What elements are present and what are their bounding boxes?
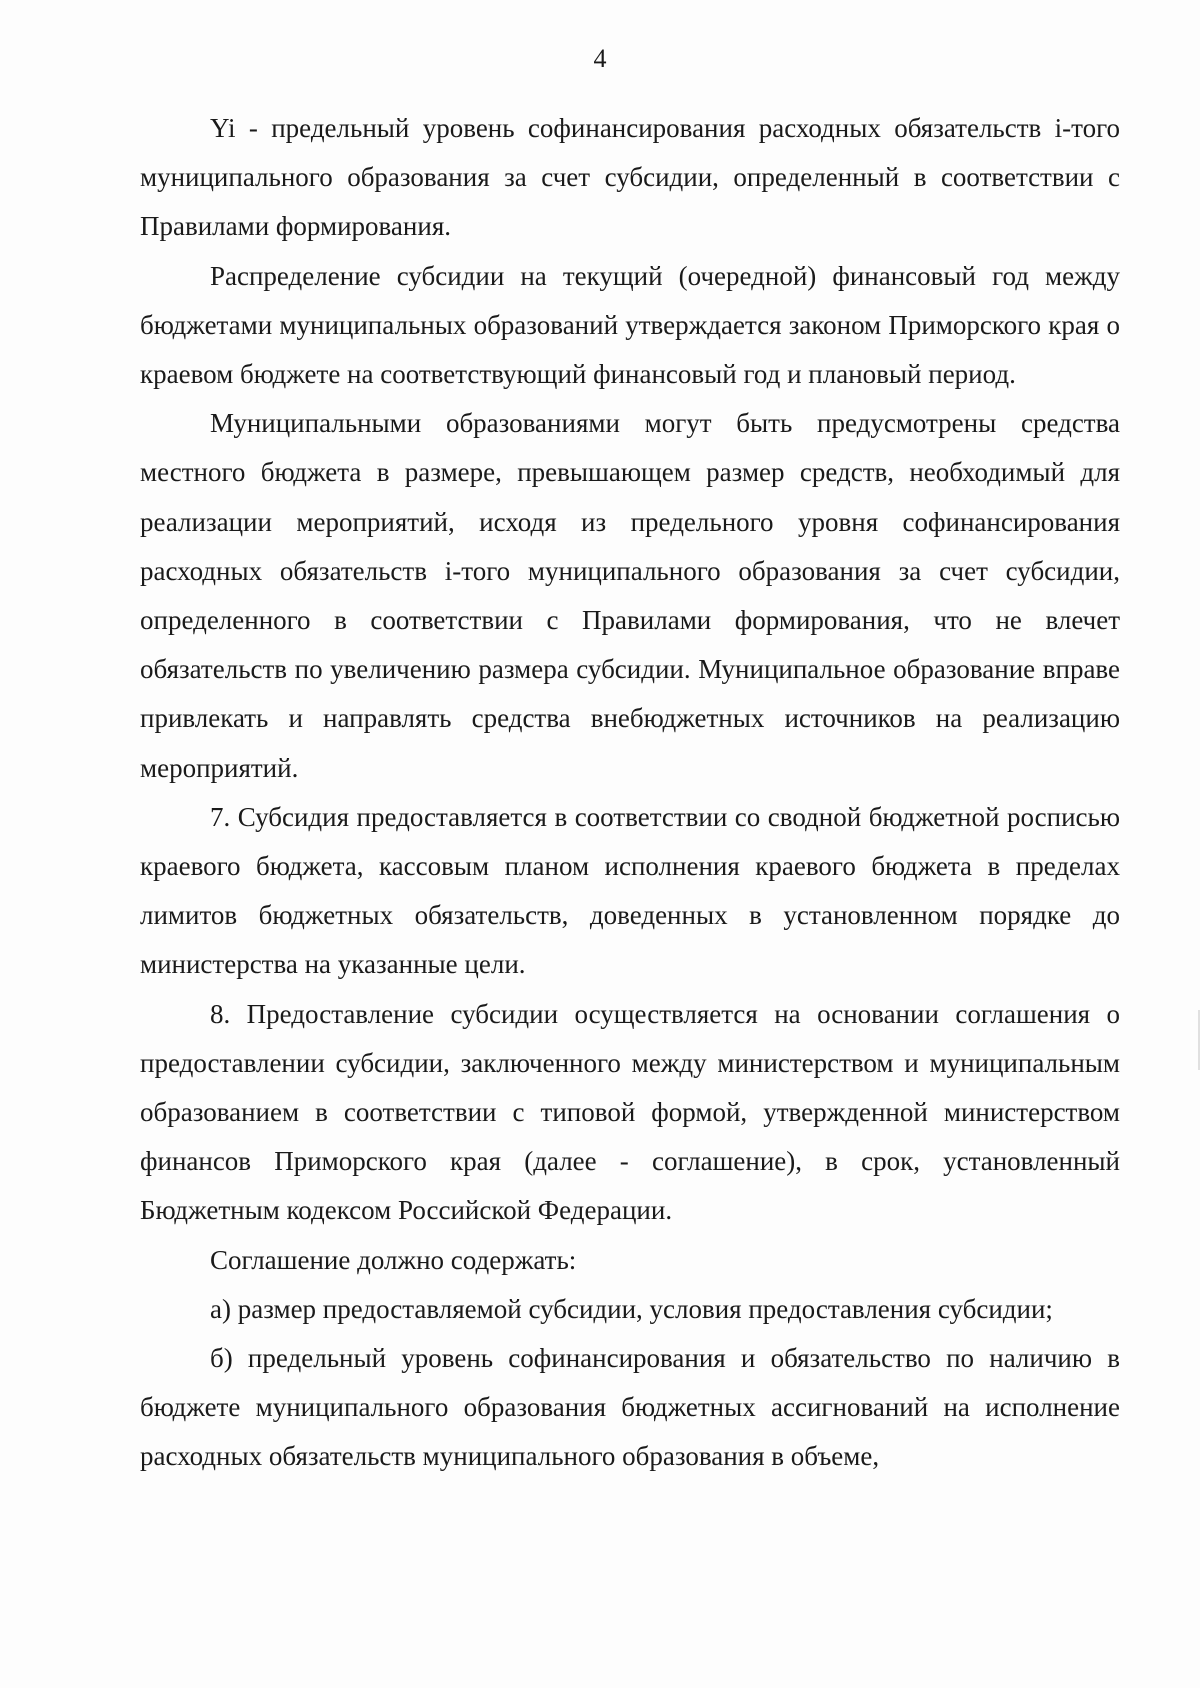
paragraph-yi-definition: Yi - предельный уровень софинансирования расходных обязательств i-того муниципального образования за счет субсидии, определенный в соответствии с Правилами формирования. xyxy=(140,113,1120,242)
paragraph-local-budget-funds: Муниципальными образованиями могут быть предусмотрены средства местного бюджета в размере, превышающем размер средств, необходимый для реализации мероприятий, исходя из предельного уровня софинансирования расходных обязательств i-того муниципального образования за счет субсидии, определенного в соответствии с Правилами формирования, что не влечет обязательств по увеличению размера субсидии. Муниципальное образование вправе привлекать и направлять средства внебюджетных источников на реализацию мероприятий. xyxy=(140,408,1120,783)
paragraph-subsidy-distribution: Распределение субсидии на текущий (очередной) финансовый год между бюджетами муниципальных образований утверждается законом Приморского края о краевом бюджете на соответствующий финансовый год и плановый период. xyxy=(140,260,1120,390)
page-number: 4 xyxy=(593,44,607,73)
paragraph-clause-7: 7. Субсидия предоставляется в соответствии со сводной бюджетной росписью краевого бюджета, кассовым планом исполнения краевого бюджета в пределах лимитов бюджетных обязательств, доведенных в установленном порядке до министерства на указанные цели. xyxy=(140,801,1120,980)
paragraph-clause-8: 8. Предоставление субсидии осуществляется на основании соглашения о предоставлении субсидии, заключенного между министерством и муниципальным образованием в соответствии с типовой формой, утвержденной министерством финансов Приморского края (далее - соглашение), в срок, установленный Бюджетным кодексом Российской Федерации. xyxy=(140,998,1120,1226)
list-item-a: а) размер предоставляемой субсидии, условия предоставления субсидии; xyxy=(210,1293,1053,1324)
list-item-b: б) предельный уровень софинансирования и обязательство по наличию в бюджете муниципального образования бюджетных ассигнований на исполнение расходных обязательств муниципального образования в объеме, xyxy=(140,1343,1120,1472)
document-body xyxy=(140,104,1120,1482)
paragraph-agreement-contents: Соглашение должно содержать: xyxy=(210,1244,577,1275)
